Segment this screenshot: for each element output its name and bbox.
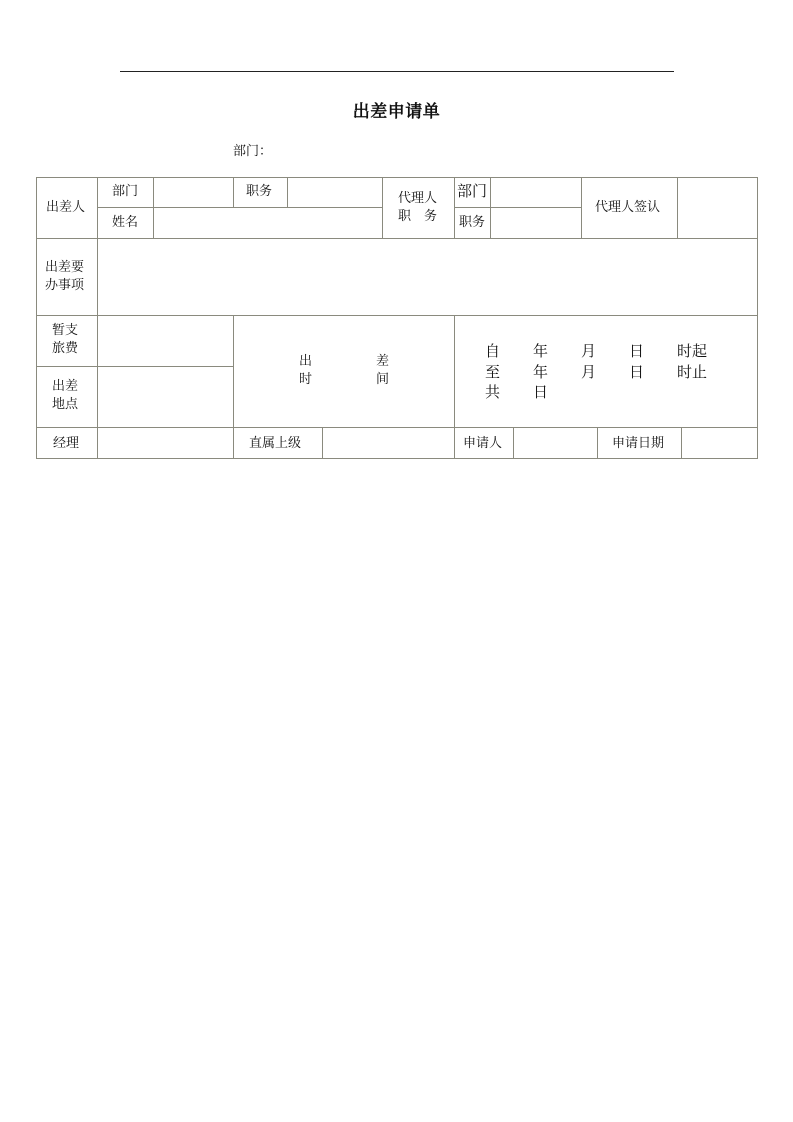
trip-time-char-3: 时: [299, 372, 313, 387]
form-grid: [36, 177, 758, 459]
date-from-hour: 时起: [677, 342, 708, 360]
traveler-position-label: 职务: [246, 184, 273, 199]
advance-label-line2: 旅费: [52, 341, 79, 356]
trip-time-char-1: 出: [299, 354, 313, 369]
date-from-month: 月: [581, 342, 597, 360]
trip-time-char-2: 差: [376, 354, 390, 369]
agent-position-label: 职务: [459, 215, 486, 230]
traveler-label: 出差人: [46, 200, 86, 215]
date-total-days: 日: [533, 383, 549, 401]
agent-label-line2: 职 务: [398, 209, 438, 224]
matters-label-line1: 出差要: [45, 260, 85, 275]
travel-request-form: [36, 177, 758, 459]
date-to-month: 月: [581, 363, 597, 381]
supervisor-label: 直属上级: [249, 436, 302, 451]
date-to-day: 日: [629, 363, 645, 381]
apply-date-label: 申请日期: [612, 436, 665, 451]
date-to-hour: 时止: [677, 363, 708, 381]
traveler-name-label: 姓名: [112, 215, 139, 230]
advance-label-line1: 暂支: [52, 323, 79, 338]
department-label: 部门：: [233, 144, 273, 159]
matters-label-line2: 办事项: [45, 278, 85, 293]
date-from-year: 年: [533, 342, 549, 360]
date-total-label: 共: [485, 383, 501, 401]
manager-label: 经理: [53, 436, 80, 451]
trip-time-char-4: 间: [376, 372, 390, 387]
date-to-year: 年: [533, 363, 549, 381]
date-to-start: 至: [485, 363, 501, 381]
traveler-dept-label: 部门: [112, 184, 139, 199]
header-rule: [120, 71, 674, 72]
place-label-line1: 出差: [52, 379, 79, 394]
applicant-label: 申请人: [463, 436, 503, 451]
document-title: 出差申请单: [352, 102, 441, 122]
agent-sign-label: 代理人签认: [595, 200, 661, 215]
agent-label-line1: 代理人: [398, 191, 438, 206]
date-from-day: 日: [629, 342, 645, 360]
place-label-line2: 地点: [52, 397, 79, 412]
date-from-start: 自: [485, 342, 501, 360]
agent-dept-label: 部门: [457, 182, 488, 200]
